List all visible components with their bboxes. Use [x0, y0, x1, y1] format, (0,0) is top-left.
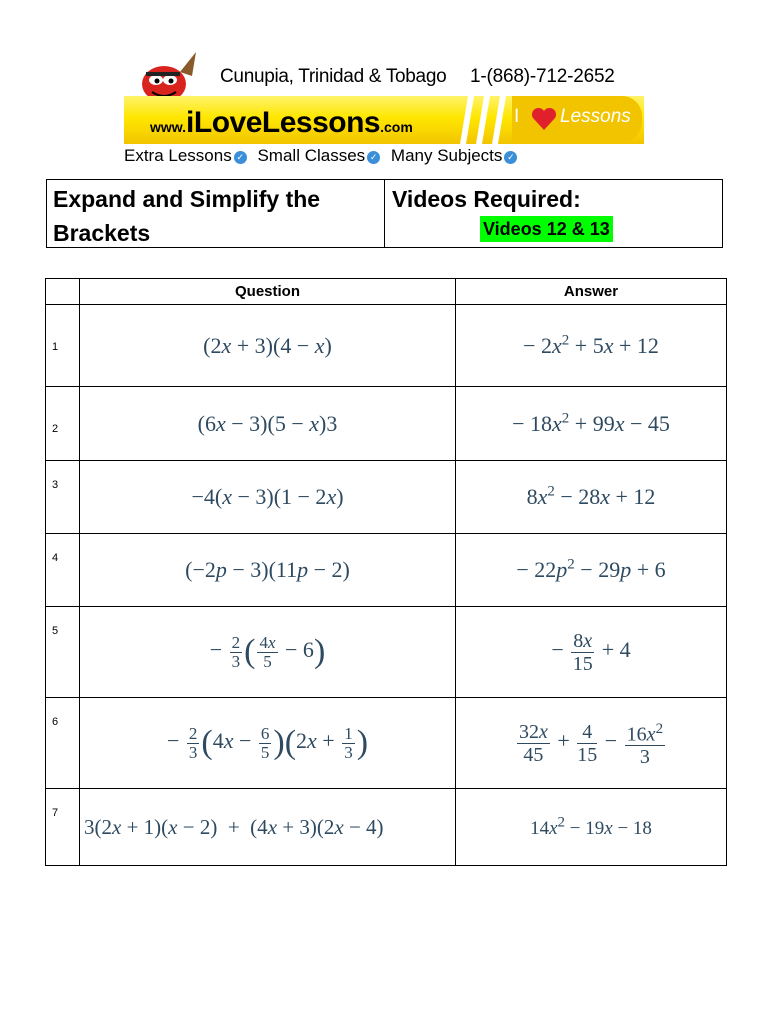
- answer-expression: − $\frac{8x}{15}$ + 4: [551, 629, 631, 675]
- table-row: [46, 461, 727, 534]
- tagline-item: Extra Lessons ✓: [124, 146, 247, 165]
- row-number: 6: [46, 698, 80, 789]
- answer-cell: [456, 789, 727, 866]
- title-box: [46, 179, 723, 248]
- heart-icon: [530, 105, 558, 133]
- phone-number: 1-(868)-712-2652: [470, 66, 615, 87]
- answer-cell: [456, 461, 727, 534]
- answer-expression: $8x^2 - 28x + 12$: [526, 483, 656, 510]
- number-header: [46, 279, 80, 305]
- videos-badge: Videos 12 & 13: [480, 216, 613, 242]
- question-expression: − $\frac{2}{3}$ (4x − $\frac{6}{5}$ )(2x + $\frac{1}{3}$ ): [166, 723, 369, 762]
- question-expression: (6x − 3)(5 − x)3: [197, 410, 338, 436]
- location-text: Cunupia, Trinidad & Tobago: [220, 66, 447, 87]
- question-cell: [80, 607, 456, 698]
- question-cell: [80, 698, 456, 789]
- website-url: www.iLoveLessons.com: [150, 106, 413, 139]
- answer-header: Answer: [456, 279, 727, 305]
- table-row: [46, 607, 727, 698]
- answer-cell: [456, 607, 727, 698]
- table-row: [46, 698, 727, 789]
- tagline-item: Many Subjects ✓: [391, 146, 518, 165]
- answer-expression: $14x^2 - 19x - 18$: [530, 814, 652, 839]
- check-icon: ✓: [367, 151, 380, 164]
- question-cell: [80, 789, 456, 866]
- answer-expression: − $22p^2 - 29p + 6$: [516, 556, 666, 583]
- answer-expression: $\frac{32x}{45}$ + $\frac{4}{15}$ − $\frac{16x^2}{3}$: [515, 728, 667, 753]
- check-icon: ✓: [504, 151, 517, 164]
- row-number: 2: [46, 387, 80, 461]
- question-expression: (−2p − 3)(11p − 2): [185, 557, 350, 582]
- question-expression: 3(2x + 1)(x − 2) + (4x + 3)(2x − 4): [84, 814, 384, 839]
- question-expression: (2x + 3)(4 − x): [203, 332, 332, 358]
- check-icon: ✓: [234, 151, 247, 164]
- row-number: 1: [46, 305, 80, 387]
- row-number: 3: [46, 461, 80, 534]
- table-header-row: [46, 279, 727, 305]
- answer-expression: − $2x^2 + 5x + 12$: [523, 332, 659, 358]
- answer-cell: [456, 305, 727, 387]
- answer-expression: − $18x^2 + 99x - 45$: [512, 410, 670, 436]
- answer-cell: [456, 387, 727, 461]
- tagline-item: Small Classes ✓: [257, 146, 380, 165]
- question-cell: [80, 534, 456, 607]
- question-header: Question: [80, 279, 456, 305]
- title-divider: [384, 180, 385, 247]
- row-number: 5: [46, 607, 80, 698]
- question-table: [45, 278, 727, 866]
- question-cell: [80, 387, 456, 461]
- videos-heading: Videos Required:: [392, 186, 581, 212]
- stripes-decoration: [454, 96, 512, 144]
- header-banner: [124, 44, 644, 168]
- row-number: 4: [46, 534, 80, 607]
- table-row: [46, 789, 727, 866]
- answer-cell: [456, 534, 727, 607]
- i-love-lessons-logo: I Lessons: [512, 96, 642, 142]
- question-expression: − $\frac{2}{3}$ ( $\frac{4x}{5}$ − 6): [209, 632, 326, 671]
- row-number: 7: [46, 789, 80, 866]
- worksheet-title: Expand and Simplify the Brackets: [53, 186, 321, 246]
- table-row: [46, 387, 727, 461]
- answer-cell: [456, 698, 727, 789]
- tagline: [124, 146, 523, 166]
- question-cell: [80, 461, 456, 534]
- table-row: [46, 534, 727, 607]
- question-expression: −4(x − 3)(1 − 2x): [191, 484, 344, 509]
- question-cell: [80, 305, 456, 387]
- table-row: [46, 305, 727, 387]
